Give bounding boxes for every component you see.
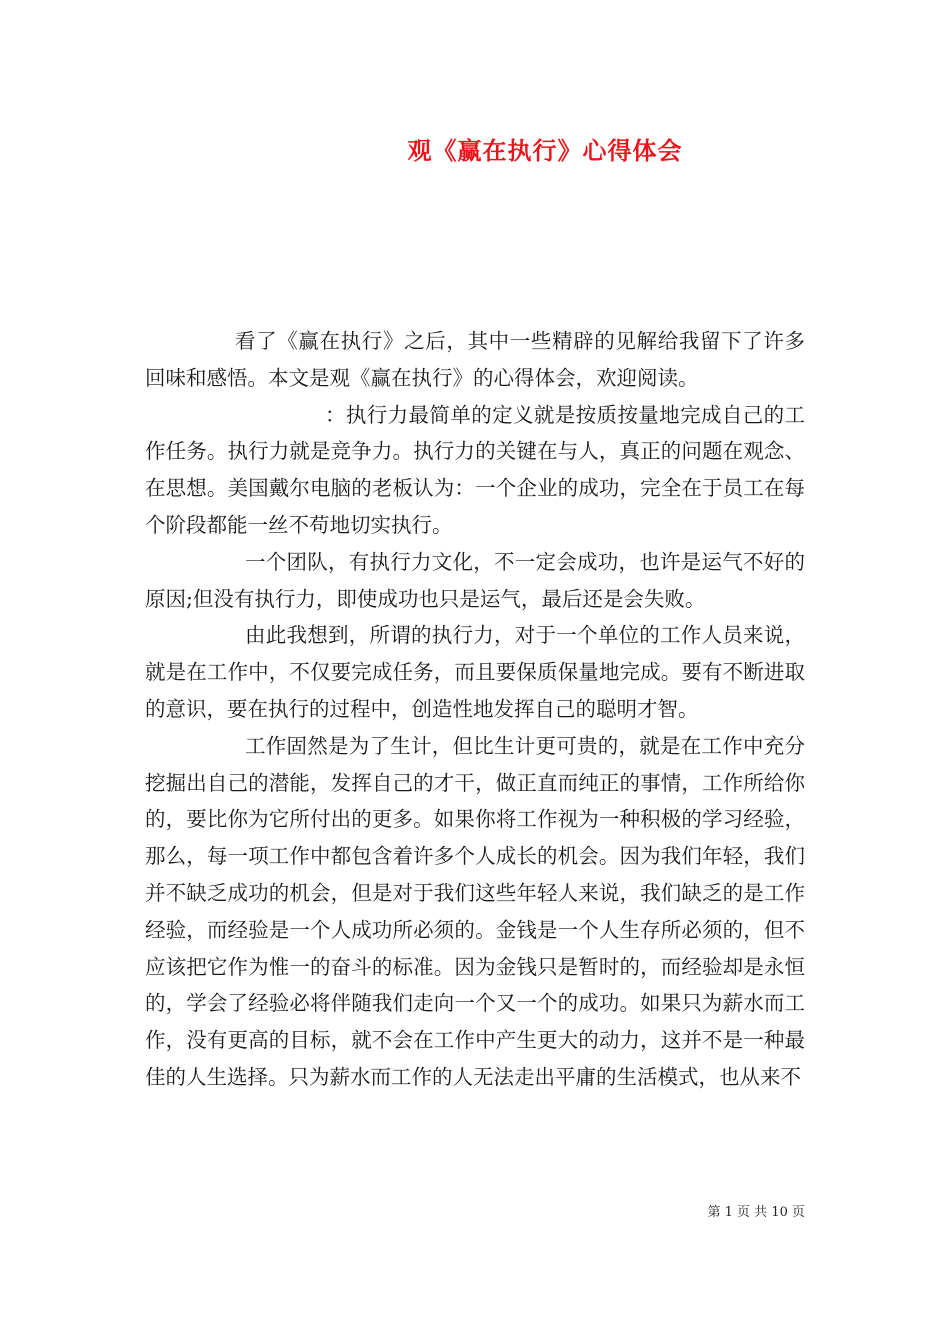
document-title: 观《赢在执行》心得体会 <box>407 136 683 165</box>
paragraph-definition: ：执行力最简单的定义就是按质按量地完成自己的工作任务。执行力就是竞争力。执行力的关键在与人，真正的问题在观念、在思想。美国戴尔电脑的老板认为：一个企业的成功，完全在于员工在每个阶段都能一丝不苟地切实执行。 <box>145 402 805 537</box>
paragraph-reflection: 由此我想到，所谓的执行力，对于一个单位的工作人员来说，就是在工作中，不仅要完成任务，而且要保质保量地完成。要有不断进取的意识，要在执行的过程中，创造性地发挥自己的聪明才智。 <box>145 623 805 721</box>
paragraph-team: 一个团队，有执行力文化，不一定会成功，也许是运气不好的原因;但没有执行力，即使成功也只是运气，最后还是会失败。 <box>145 549 805 611</box>
paragraph-intro: 看了《赢在执行》之后，其中一些精辟的见解给我留下了许多回味和感悟。本文是观《赢在执行》的心得体会，欢迎阅读。 <box>145 329 805 390</box>
page-number-footer: 第 1 页 共 10 页 <box>707 1205 805 1220</box>
document-body <box>145 323 805 1096</box>
paragraph-work: 工作固然是为了生计，但比生计更可贵的，就是在工作中充分挖掘出自己的潜能，发挥自己的才干，做正直而纯正的事情，工作所给你的，要比你为它所付出的更多。如果你将工作视为一种积极的学习经验，那么，每一项工作中都包含着许多个人成长的机会。因为我们年轻，我们并不缺乏成功的机会，但是对于我们这些年轻人来说，我们缺乏的是工作经验，而经验是一个人成功所必须的。金钱是一个人生存所必须的，但不应该把它作为惟一的奋斗的标准。因为金钱只是暂时的，而经验却是永恒的，学会了经验必将伴随我们走向一个又一个的成功。如果只为薪水而工作，没有更高的目标，就不会在工作中产生更大的动力，这并不是一种最佳的人生选择。只为薪水而工作的人无法走出平庸的生活模式，也从来不 <box>145 733 805 1089</box>
